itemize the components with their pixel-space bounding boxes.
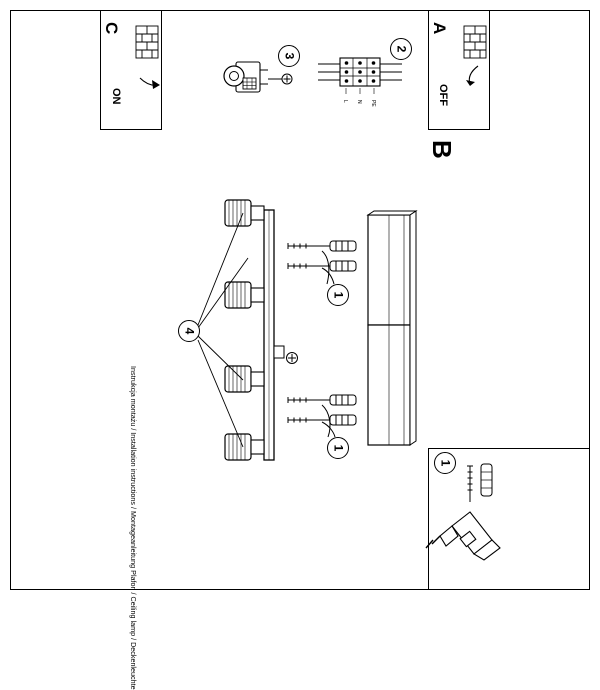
- svg-text:PE: PE: [370, 100, 376, 107]
- panel-a-letter: A: [430, 22, 449, 35]
- svg-text:L: L: [342, 100, 348, 103]
- bracket-panel-number-text: 1: [438, 459, 452, 467]
- callout-number-1-lower: [327, 437, 349, 459]
- panel-c-letter: C: [102, 22, 121, 35]
- step2-terminal-block-icon: [318, 58, 402, 107]
- callout-number-3-text: 3: [282, 52, 296, 60]
- bracket-panel-number: [434, 452, 456, 474]
- fastener-set-lower: [288, 395, 356, 437]
- panel-c-wall-icon: [136, 26, 158, 58]
- svg-text:N: N: [356, 100, 362, 104]
- mounting-plate-icon: [368, 211, 416, 445]
- callout-number-1-text: 1: [331, 291, 345, 299]
- callout-number-1: [327, 284, 349, 306]
- callout-number-3: [278, 45, 300, 67]
- instruction-caption: Instrukcja montażu / Installation instructions / Montageanleitung Plafon / Ceiling lamp / Deckenleuchte: [129, 366, 138, 690]
- callout-number-1-lower-text: 1: [331, 444, 345, 452]
- panel-a-wall-icon: [464, 26, 486, 58]
- callout-number-4-text: 4: [182, 327, 196, 335]
- callout-number-4: [178, 320, 200, 342]
- panel-a-state-label: OFF: [437, 84, 449, 106]
- callout-number-2: [390, 38, 412, 60]
- panel-a-arrow-icon: [466, 66, 478, 86]
- callout-4-leaders: [198, 213, 248, 447]
- panel-b-letter: B: [427, 140, 457, 159]
- bracket-panel-parts: [426, 464, 500, 560]
- panel-c-state-label: ON: [110, 88, 122, 105]
- step3-ceiling-connector-icon: [224, 62, 292, 92]
- fastener-set-upper: [288, 241, 356, 284]
- panel-c-arrow-icon: [140, 78, 160, 89]
- callout-number-2-text: 2: [394, 45, 408, 53]
- lamp-assembly-icon: [225, 200, 298, 460]
